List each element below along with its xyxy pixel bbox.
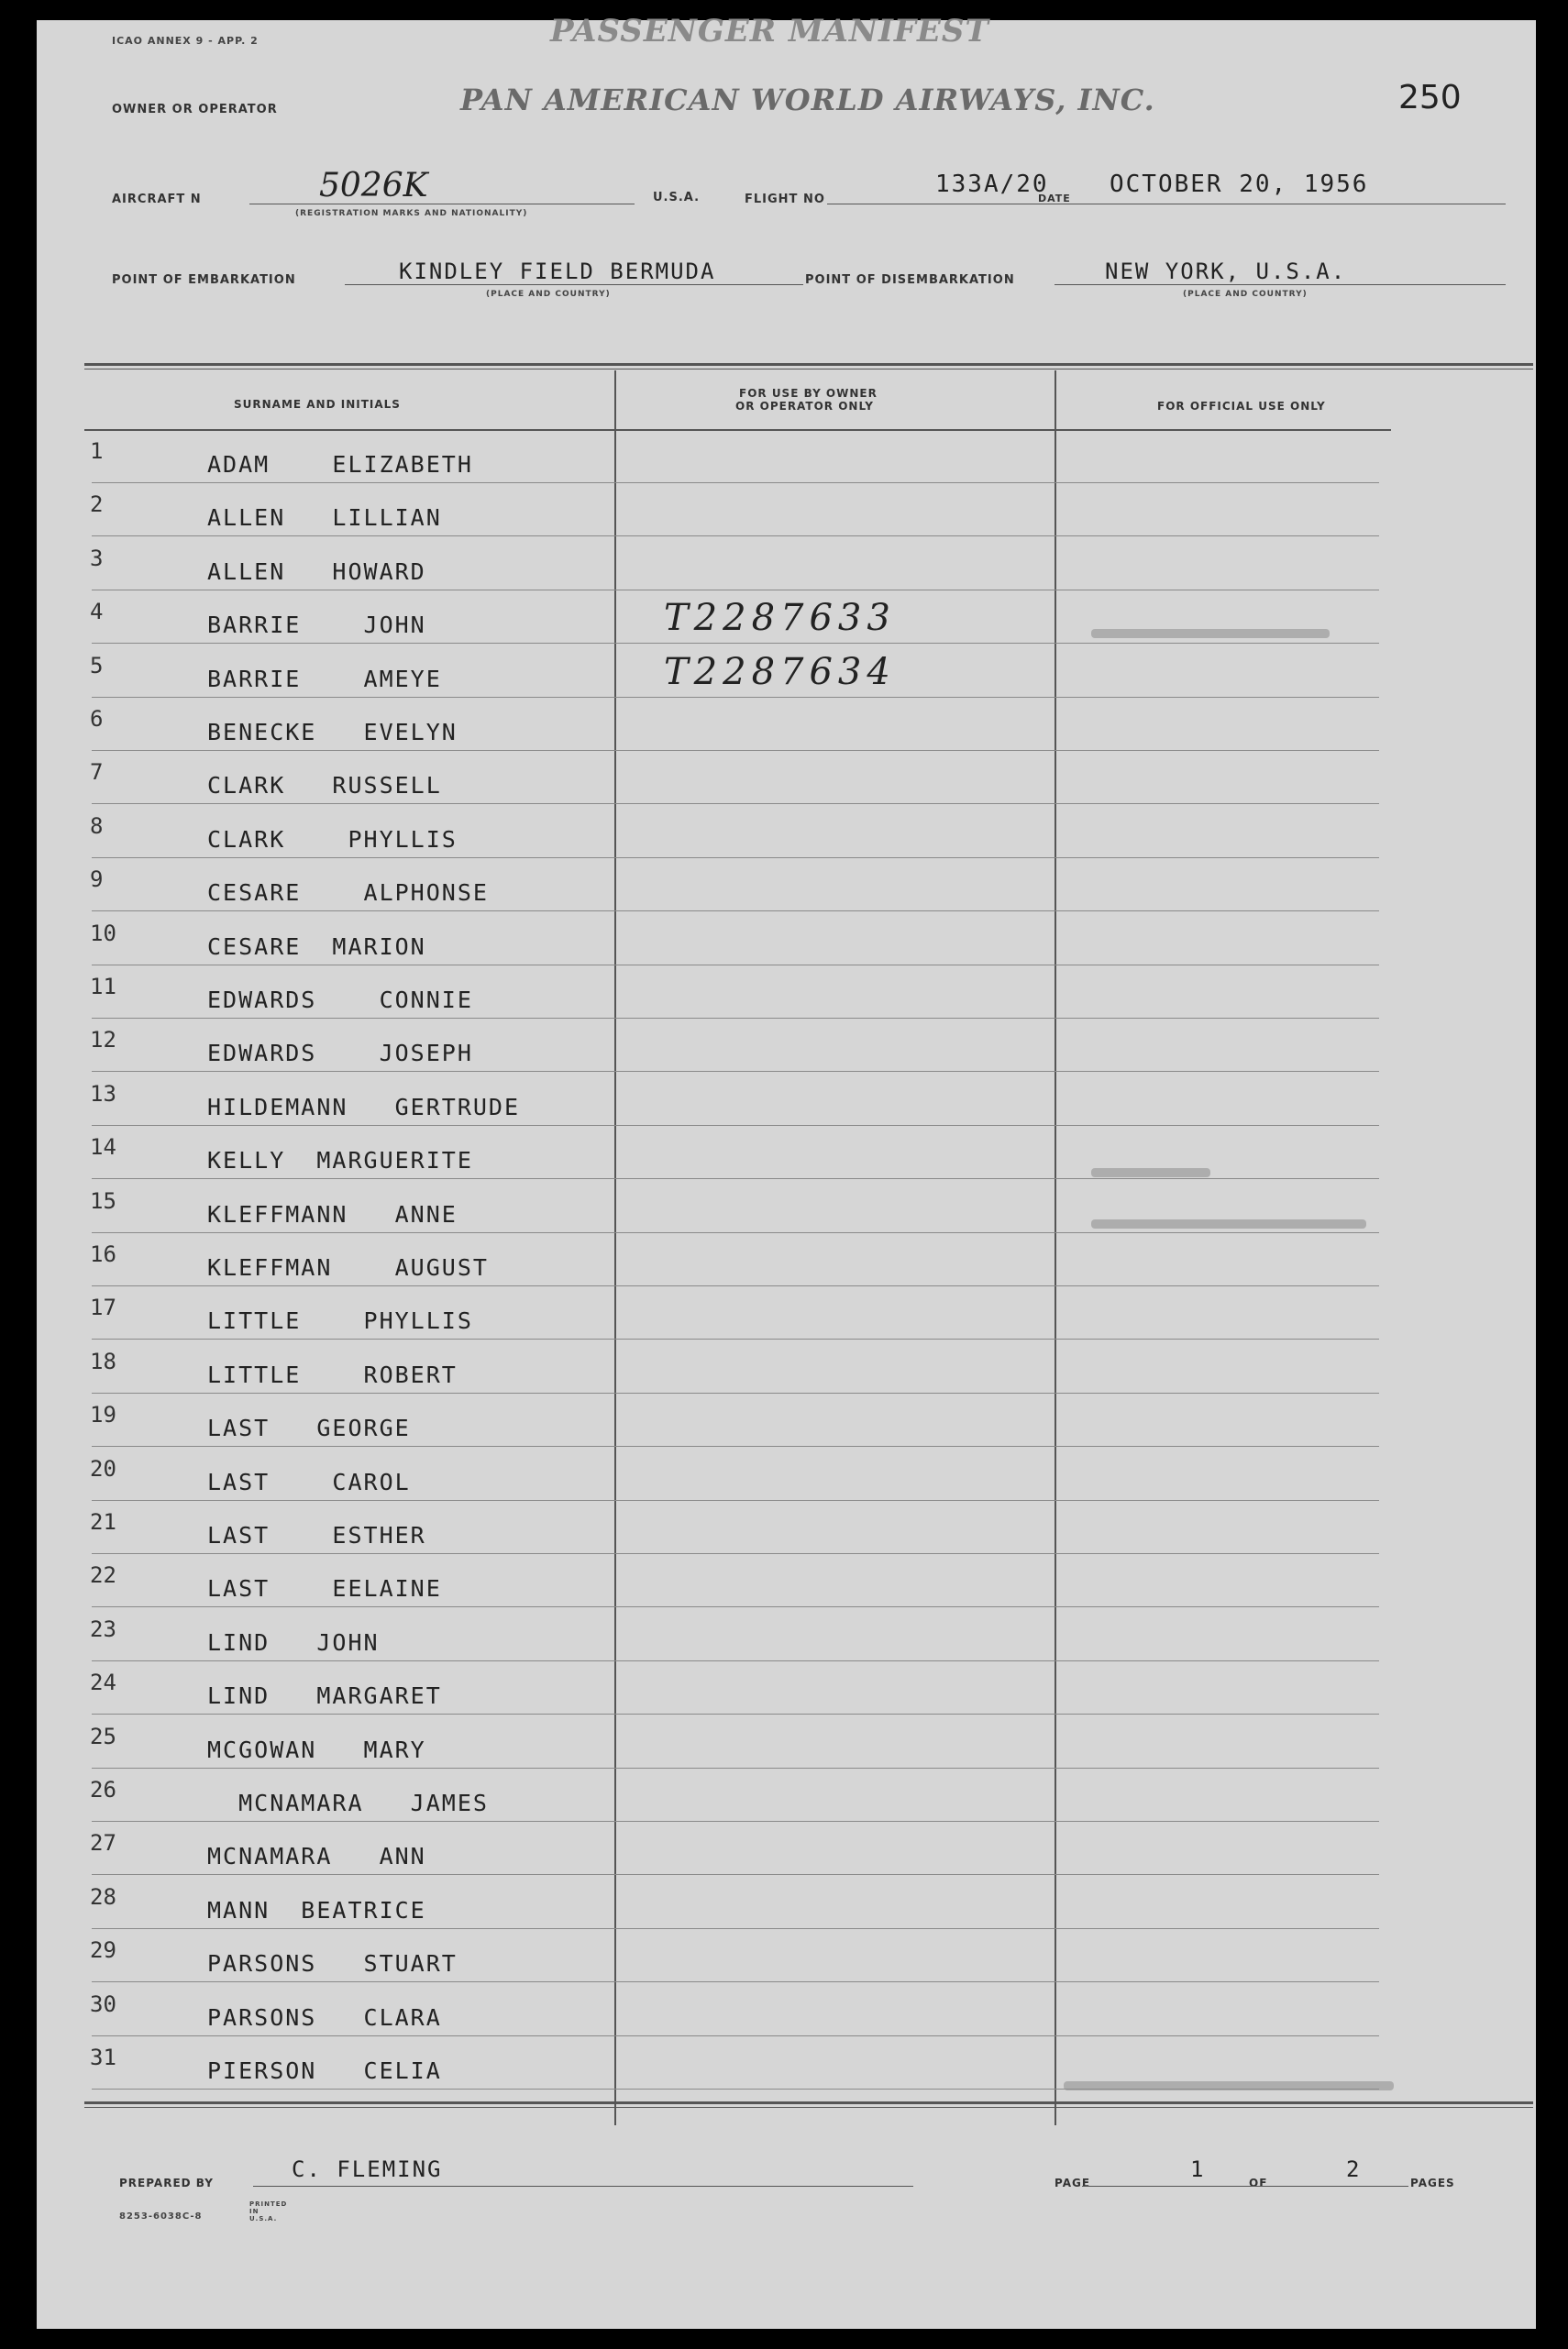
row-rule [92,697,1379,698]
passenger-name: CESARE MARION [207,932,426,960]
row-number: 26 [90,1777,116,1803]
passenger-name: BARRIE JOHN [207,612,426,639]
disembarkation-sub-label: (PLACE AND COUNTRY) [1183,290,1308,299]
row-number: 5 [90,652,104,678]
row-number: 16 [90,1241,116,1267]
page-current: 1 [1190,2156,1206,2182]
row-rule [92,1981,1379,1982]
row-number: 28 [90,1883,116,1910]
row-number: 8 [90,812,104,839]
row-rule [92,1768,1379,1769]
row-number: 17 [90,1295,116,1321]
passenger-name: EDWARDS JOSEPH [207,1040,473,1067]
official-stamp-smudge [1091,1168,1210,1177]
row-number: 9 [90,866,104,893]
passenger-name: CESARE ALPHONSE [207,879,489,907]
official-stamp-smudge [1091,629,1330,638]
row-number: 11 [90,974,116,999]
passenger-name: BENECKE EVELYN [207,719,458,745]
annex-label: ICAO ANNEX 9 - APP. 2 [112,35,259,47]
form-title: PASSENGER MANIFEST [550,13,989,50]
passenger-name: MCNAMARA ANN [207,1843,426,1870]
column-header-owner-1: FOR USE BY OWNER [739,387,878,400]
passenger-name: ALLEN LILLIAN [207,504,442,532]
row-rule [92,1660,1379,1661]
prepared-by-label: PREPARED BY [119,2177,214,2189]
passenger-name: BARRIE AMEYE [207,665,442,692]
embarkation-place: KINDLEY FIELD BERMUDA [399,259,716,284]
page-total: 2 [1346,2156,1362,2182]
prepared-by-name: C. FLEMING [292,2156,443,2182]
row-number: 20 [90,1455,116,1482]
aircraft-sub-label: (REGISTRATION MARKS AND NATIONALITY) [295,209,528,218]
row-rule [92,803,1379,804]
row-number: 3 [90,545,104,571]
row-number: 25 [90,1723,116,1749]
form-code: 8253-6038C-8 [119,2211,203,2222]
passenger-name: MCGOWAN MARY [207,1736,426,1763]
row-rule [92,2035,1379,2036]
row-rule [92,1874,1379,1875]
embarkation-underline [345,284,803,285]
page-stamp-number: 250 [1398,79,1462,116]
row-rule [92,1928,1379,1929]
embarkation-label: POINT OF EMBARKATION [112,273,296,287]
of-label: OF [1249,2177,1268,2189]
row-number: 1 [90,438,104,464]
disembarkation-underline [1055,284,1506,285]
header-bottom-rule [84,429,1391,431]
passenger-name: ALLEN HOWARD [207,557,426,585]
row-rule [92,1232,1379,1233]
row-rule [92,857,1379,858]
passenger-name: LITTLE ROBERT [207,1361,458,1388]
row-rule [92,482,1379,483]
passenger-name: LAST GEORGE [207,1415,411,1442]
row-rule [92,750,1379,751]
pages-label: PAGES [1410,2177,1455,2189]
row-number: 18 [90,1348,116,1374]
disembarkation-label: POINT OF DISEMBARKATION [805,273,1015,287]
row-number: 4 [90,599,104,625]
row-rule [92,1125,1379,1126]
row-rule [92,643,1379,644]
passenger-name: LIND JOHN [207,1628,380,1656]
table-bottom-rule [84,2101,1533,2104]
passenger-name: LAST ESTHER [207,1522,426,1549]
aircraft-registration: 5026K [319,167,428,204]
row-rule [92,1821,1379,1822]
passenger-name: LITTLE PHYLLIS [207,1307,473,1335]
flight-number: 133A/20 [935,171,1049,198]
row-number: 2 [90,491,104,518]
table-top-rule [84,363,1533,366]
row-rule [92,1285,1379,1286]
passenger-name: LIND MARGARET [207,1682,442,1710]
passenger-name: MCNAMARA JAMES [207,1790,489,1816]
row-number: 14 [90,1134,116,1161]
ticket-number: T2287634 [664,650,896,693]
column-divider-2 [1055,370,1056,2125]
row-rule [92,1393,1379,1394]
passenger-name: MANN BEATRICE [207,1896,426,1924]
row-rule [92,1446,1379,1447]
page-underline [1082,2186,1408,2187]
passenger-name: EDWARDS CONNIE [207,987,473,1013]
prepared-underline [253,2186,913,2187]
row-number: 24 [90,1670,116,1696]
owner-label: OWNER OR OPERATOR [112,103,278,116]
row-rule [92,1714,1379,1715]
operator-name: PAN AMERICAN WORLD AIRWAYS, INC. [460,83,1155,117]
row-rule [92,1606,1379,1607]
row-number: 27 [90,1830,116,1857]
row-number: 6 [90,706,104,732]
row-number: 21 [90,1509,116,1535]
row-number: 12 [90,1027,116,1053]
page-label: PAGE [1055,2177,1091,2189]
column-header-owner-2: OR OPERATOR ONLY [735,400,874,413]
manifest-sheet [37,13,1536,2329]
embarkation-sub-label: (PLACE AND COUNTRY) [486,290,611,299]
passenger-name: CLARK RUSSELL [207,772,442,800]
ticket-number: T2287633 [664,597,896,640]
flight-date: OCTOBER 20, 1956 [1110,171,1369,198]
column-header-official: FOR OFFICIAL USE ONLY [1157,400,1326,413]
row-rule [92,1339,1379,1340]
row-rule [92,1500,1379,1501]
row-number: 10 [90,920,116,946]
passenger-name: LAST EELAINE [207,1575,442,1603]
row-number: 19 [90,1402,116,1428]
official-stamp-smudge [1091,1219,1366,1229]
passenger-name: PIERSON CELIA [207,2057,442,2084]
row-number: 13 [90,1080,116,1107]
passenger-name: KELLY MARGUERITE [207,1147,473,1174]
row-number: 15 [90,1187,116,1214]
aircraft-label: AIRCRAFT N [112,193,202,206]
row-rule [92,1178,1379,1179]
date-label: DATE [1038,193,1071,204]
row-rule [92,535,1379,536]
passenger-name: KLEFFMANN ANNE [207,1200,458,1228]
table-bottom-rule-2 [84,2107,1533,2108]
row-number: 31 [90,2045,116,2070]
passenger-name: LAST CAROL [207,1468,411,1495]
row-number: 29 [90,1937,116,1964]
column-header-surname: SURNAME AND INITIALS [234,398,401,411]
column-divider-1 [614,370,616,2125]
flight-label: FLIGHT NO [745,193,825,206]
row-number: 23 [90,1616,116,1642]
row-number: 22 [90,1562,116,1589]
row-rule [92,1553,1379,1554]
row-rule [92,1018,1379,1019]
row-rule [92,910,1379,911]
passenger-name: ADAM ELIZABETH [207,451,473,478]
row-number: 7 [90,759,104,786]
passenger-name: PARSONS STUART [207,1950,458,1978]
passenger-name: HILDEMANN GERTRUDE [207,1093,521,1120]
passenger-name: PARSONS CLARA [207,2003,442,2031]
passenger-name: CLARK PHYLLIS [207,825,458,853]
row-number: 30 [90,1991,116,2017]
disembarkation-place: NEW YORK, U.S.A. [1105,259,1347,284]
passenger-name: KLEFFMAN AUGUST [207,1254,489,1281]
printed-note: PRINTED IN U.S.A. [249,2200,288,2222]
nationality-label: U.S.A. [653,191,701,204]
row-rule [92,1071,1379,1072]
official-stamp-smudge [1064,2081,1394,2090]
